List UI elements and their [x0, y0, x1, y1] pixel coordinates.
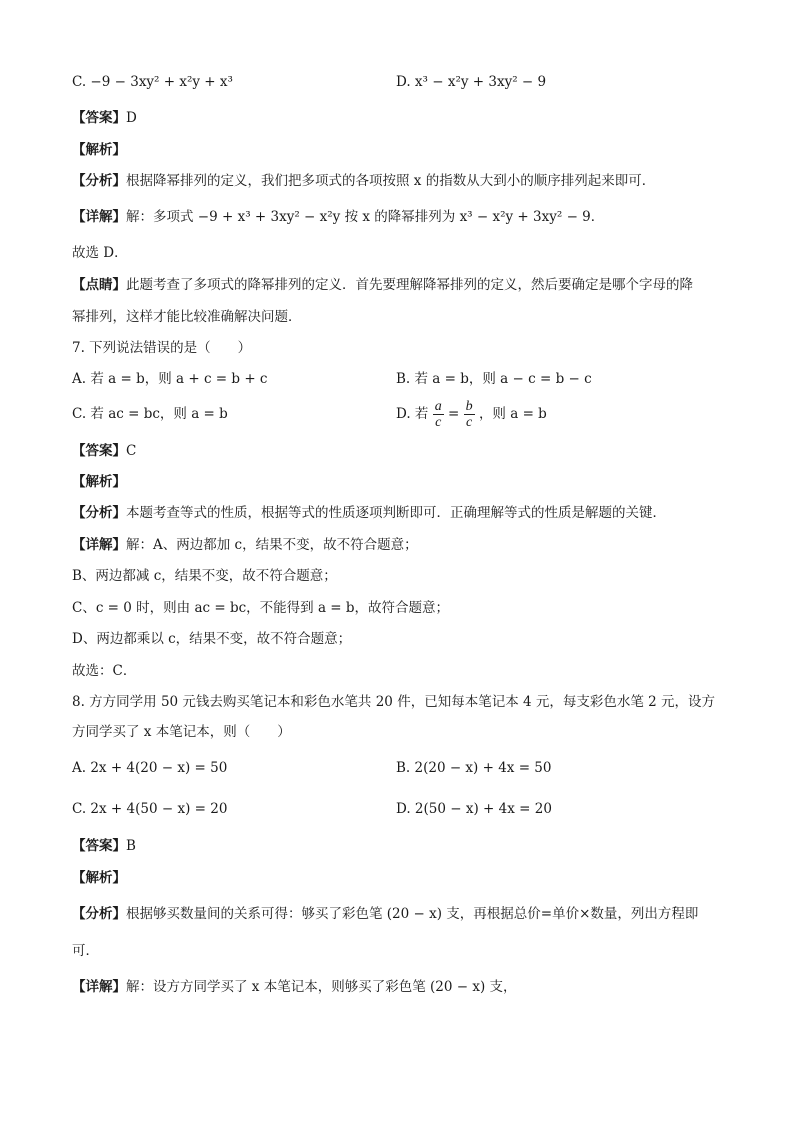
answer-tag: 【答案】 [72, 110, 126, 126]
q6-fenxi-line [72, 171, 655, 191]
q7-fenxi-line [72, 503, 666, 523]
q6-option-d: D. x³ − x²y + 3xy² − 9 [396, 74, 547, 90]
xiangjie-text-a: 解：A、两边都加 c，结果不变，故不符合题意； [126, 537, 418, 553]
xiangjie-text: 解：多项式 −9 + x³ + 3xy² − x²y 按 x 的降幂排列为 x³ − x²y + 3xy² − 9． [126, 209, 605, 225]
answer-tag: 【答案】 [72, 443, 126, 459]
q8-fenxi-line-2: 可． [72, 943, 99, 959]
fenxi-tag: 【分析】 [72, 505, 126, 521]
fenxi-text-1: 根据够买数量间的关系可得：够买了彩色笔 (20 − x) 支，再根据总价=单价×数量，列出方程即 [126, 906, 699, 922]
answer-value: B [126, 838, 136, 854]
answer-tag: 【答案】 [72, 838, 126, 854]
xiangjie-text: 解：设方方同学买了 x 本笔记本，则够买了彩色笔 (20 − x) 支， [126, 979, 517, 995]
fenxi-text: 本题考查等式的性质，根据等式的性质逐项判断即可．正确理解等式的性质是解题的关键． [126, 505, 666, 521]
q7-xiangjie-d: D、两边都乘以 c，结果不变，故不符合题意； [72, 631, 352, 647]
q7-option-d [396, 396, 547, 432]
q8-xiangjie-line [72, 977, 517, 997]
fenxi-text: 根据降幂排列的定义，我们把多项式的各项按照 x 的指数从大到小的顺序排列起来即可． [126, 173, 656, 189]
q7-analysis-heading [72, 472, 126, 492]
q8-option-b: B. 2(20 − x) + 4x = 50 [396, 760, 552, 776]
answer-value: D [126, 110, 137, 126]
fenxi-tag: 【分析】 [72, 173, 126, 189]
q8-analysis-heading [72, 868, 126, 888]
q8-stem-2: 方同学买了 x 本笔记本，则（ ） [72, 724, 291, 740]
fraction-numerator: b [465, 399, 473, 414]
fraction-a-over-c [433, 399, 444, 430]
q7-option-a: A. 若 a = b，则 a + c = b + c [72, 371, 268, 387]
q6-answer-line [72, 108, 137, 128]
q8-stem-1: 8. 方方同学用 50 元钱去购买笔记本和彩色水笔共 20 件，已知每本笔记本 4 元，每支彩色水笔 2 元，设方 [72, 694, 716, 710]
q7-option-d-suffix: ，则 a = b [478, 406, 547, 422]
equals-sign: = [448, 406, 460, 422]
q7-option-c: C. 若 ac = bc，则 a = b [72, 406, 228, 422]
q7-option-d-prefix: D. 若 [396, 406, 429, 422]
q7-xiangjie-b: B、两边都减 c，结果不变，故不符合题意； [72, 568, 337, 584]
xiangjie-tag: 【详解】 [72, 979, 126, 995]
fraction-b-over-c [464, 399, 475, 430]
xiangjie-tag: 【详解】 [72, 537, 126, 553]
fenxi-tag: 【分析】 [72, 906, 126, 922]
dianjing-text-1: 此题考查了多项式的降幂排列的定义．首先要理解降幂排列的定义，然后要确定是哪个字母的降 [126, 277, 693, 293]
answer-value: C [126, 443, 137, 459]
q7-xiangjie-c: C、c = 0 时，则由 ac = bc，不能得到 a = b，故符合题意； [72, 600, 450, 616]
q6-xiangjie-line [72, 207, 604, 227]
q8-option-d: D. 2(50 − x) + 4x = 20 [396, 801, 552, 817]
q6-option-c: C. −9 − 3xy² + x²y + x³ [72, 74, 233, 90]
fraction-denominator: c [466, 415, 473, 430]
q7-choose: 故选：C． [72, 663, 137, 679]
q7-xiangjie-line [72, 535, 418, 555]
q8-option-c: C. 2x + 4(50 − x) = 20 [72, 801, 228, 817]
q6-dianjing-line-1 [72, 275, 693, 295]
fraction-denominator: c [435, 415, 442, 430]
q8-answer-line [72, 836, 136, 856]
q6-analysis-heading [72, 140, 126, 160]
dianjing-tag: 【点睛】 [72, 277, 126, 293]
q6-choose: 故选 D． [72, 245, 128, 261]
analysis-tag: 【解析】 [72, 870, 126, 886]
analysis-tag: 【解析】 [72, 142, 126, 158]
xiangjie-tag: 【详解】 [72, 209, 126, 225]
q7-stem: 7. 下列说法错误的是（ ） [72, 340, 252, 356]
q7-answer-line [72, 441, 136, 461]
q6-dianjing-line-2: 幂排列，这样才能比较准确解决问题． [72, 309, 302, 325]
q7-option-b: B. 若 a = b，则 a − c = b − c [396, 371, 592, 387]
q8-fenxi-line-1 [72, 904, 698, 924]
q8-option-a: A. 2x + 4(20 − x) = 50 [72, 760, 228, 776]
fraction-numerator: a [434, 399, 442, 414]
analysis-tag: 【解析】 [72, 474, 126, 490]
